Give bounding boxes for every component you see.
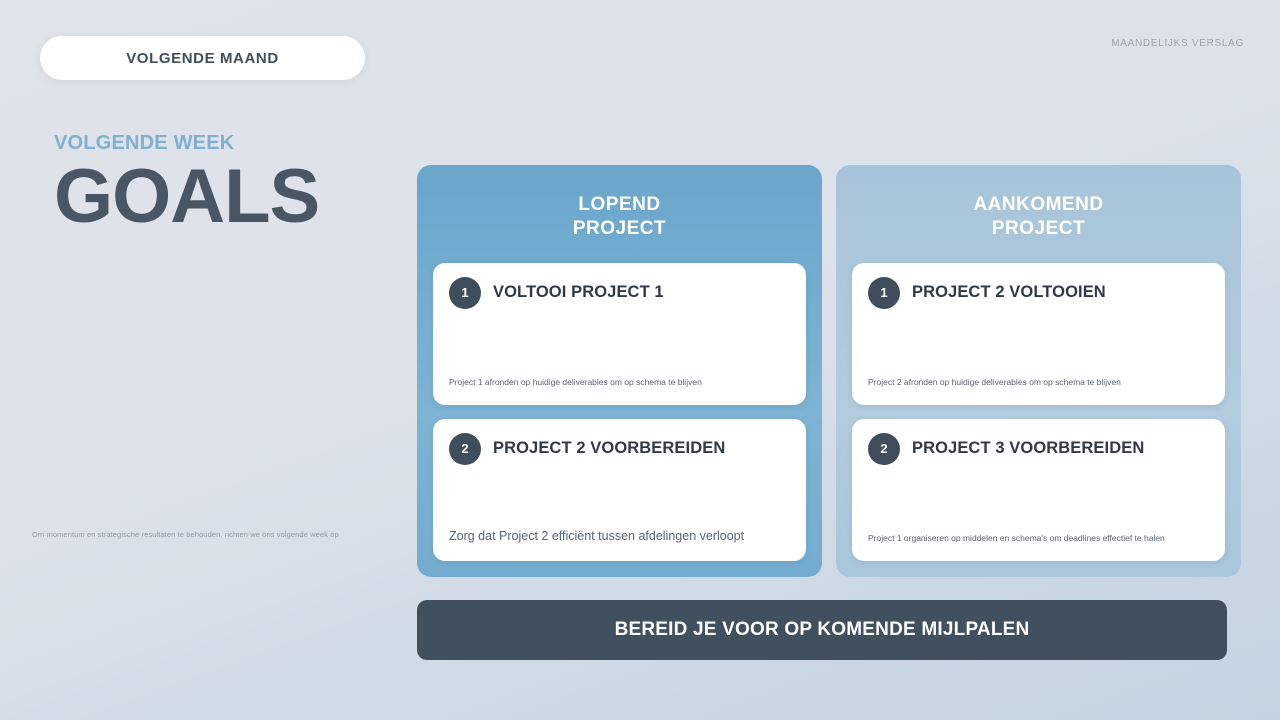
left-heading-block [54, 132, 384, 239]
goal-number-badge: 1 [449, 277, 481, 309]
eyebrow-label: VOLGENDE WEEK [54, 132, 235, 154]
column-current-title-line1: LOPEND [578, 194, 661, 215]
goal-description: Zorg dat Project 2 efficiënt tussen afdelingen verloopt [449, 528, 745, 543]
left-footnote: Om momentum en strategische resultaten te behouden, richten we ons volgende week op [32, 530, 339, 539]
goal-card[interactable] [852, 419, 1225, 561]
goal-card-header [449, 433, 790, 465]
goal-card[interactable] [433, 419, 806, 561]
goal-title: VOLTOOI PROJECT 1 [493, 283, 664, 301]
column-current-project [417, 165, 822, 577]
column-current-title-line2: PROJECT [572, 217, 667, 239]
goal-card-header [868, 433, 1209, 465]
goal-number-badge: 2 [868, 433, 900, 465]
column-upcoming-title-line2: PROJECT [991, 217, 1086, 239]
goal-title: PROJECT 2 VOLTOOIEN [912, 283, 1106, 301]
column-current-header [417, 165, 822, 263]
column-upcoming-title-line1: AANKOMEND [973, 194, 1104, 215]
column-upcoming-project [836, 165, 1241, 577]
goal-title: PROJECT 2 VOORBEREIDEN [493, 439, 726, 457]
goal-description: Project 1 afronden op huidige deliverables om op schema te blijven [449, 376, 702, 387]
goal-columns [417, 165, 1241, 577]
goal-description: Project 1 organiseren op middelen en schema's om deadlines effectief te halen [868, 532, 1165, 543]
goal-number-badge: 1 [868, 277, 900, 309]
next-month-label: VOLGENDE MAAND [126, 49, 279, 67]
goal-card[interactable] [852, 263, 1225, 405]
goal-card[interactable] [433, 263, 806, 405]
goal-description: Project 2 afronden op huidige deliverables om op schema te blijven [868, 376, 1121, 387]
footer-banner-text: BEREID JE VOOR OP KOMENDE MIJLPALEN [614, 619, 1030, 640]
column-upcoming-header [836, 165, 1241, 263]
goal-title: PROJECT 3 VOORBEREIDEN [912, 439, 1145, 457]
report-corner-note: MAANDELIJKS VERSLAG [1111, 38, 1244, 49]
column-upcoming-body [836, 263, 1241, 577]
page-title: GOALS [54, 154, 320, 239]
goal-number-badge: 2 [449, 433, 481, 465]
goal-card-header [868, 277, 1209, 309]
column-current-body [417, 263, 822, 577]
next-month-pill [40, 36, 365, 80]
goal-card-header [449, 277, 790, 309]
footer-banner [417, 600, 1227, 660]
